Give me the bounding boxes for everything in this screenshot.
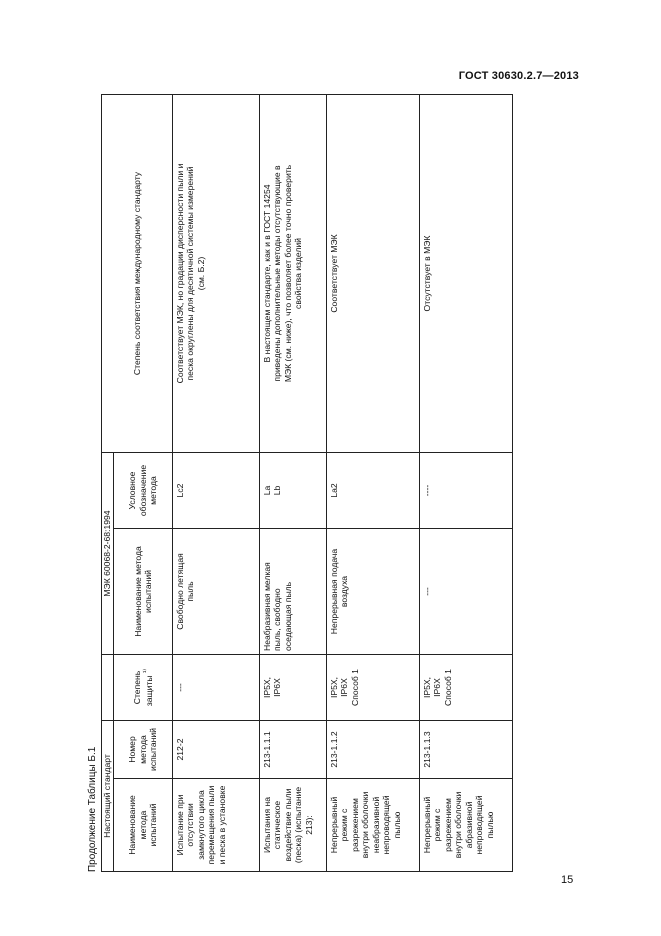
cell-iec-method-code: Lc2	[173, 453, 260, 529]
cell-method-name: Непрерывный режим с разрежением внутри оболочки абразивной непроводящей пылью	[420, 779, 513, 872]
cell-protection-degree: ---	[173, 655, 260, 721]
cell-method-name: Непрерывный режим с разрежением внутри оболочки неабразивной непроводящей пылью	[327, 779, 420, 872]
table-row	[260, 95, 327, 872]
cell-compliance: Соответствует МЭК, но градации дисперсности пыли и песка округлены для десятичной системы измерений (см. Б.2)	[173, 95, 260, 453]
cell-method-name: Испытание при отсутствии замкнутого цикла перемещения пыли и песка в установке	[173, 779, 260, 872]
header-protection-degree: Степень защиты $^{^{1)}}$	[114, 655, 173, 721]
table-caption: Продолжение Таблицы Б.1	[87, 746, 98, 872]
comparison-table	[101, 94, 513, 872]
cell-iec-method-name: Свободно летящая пыль	[173, 529, 260, 655]
cell-iec-method-name: ---	[420, 529, 513, 655]
page-number: 15	[561, 874, 574, 886]
header-iec-method-code: Условное обозначение метода	[114, 453, 173, 529]
cell-protection-degree: IP5X, IP6X	[260, 655, 327, 721]
cell-compliance: Отсутствует в МЭК	[420, 95, 513, 453]
cell-iec-method-name: Неабразивная мелкая пыль, свободно оседающая пыль	[260, 529, 327, 655]
cell-iec-method-code: ----	[420, 453, 513, 529]
cell-method-number: 213-1.1.1	[260, 721, 327, 779]
header-empty	[102, 655, 114, 721]
table-row	[173, 95, 260, 872]
cell-iec-method-name: Непрерывная подача воздуха	[327, 529, 420, 655]
cell-protection-degree: IP5X, IP6X Способ 1	[420, 655, 513, 721]
header-method-name: Наименование метода испытаний	[114, 779, 173, 872]
rotated-table-block	[87, 93, 519, 872]
document-header: ГОСТ 30630.2.7—2013	[458, 70, 579, 82]
cell-iec-method-code: La2	[327, 453, 420, 529]
table-row	[327, 95, 420, 872]
cell-method-number: 213-1.1.3	[420, 721, 513, 779]
cell-iec-method-code: La Lb	[260, 453, 327, 529]
header-national-standard: Настоящий стандарт	[102, 721, 114, 872]
cell-compliance: В настоящем стандарте, как и в ГОСТ 14254 приведены дополнительные методы отсутствующие в МЭК (см. ниже), что позволяет более точно проверить свойства изделий	[260, 95, 327, 453]
cell-method-name: Испытания на статическое воздействие пыли (песка) (испытание 213):	[260, 779, 327, 872]
cell-method-number: 212-2	[173, 721, 260, 779]
cell-protection-degree: IP5X, IP6X Способ 1	[327, 655, 420, 721]
cell-compliance: Соответствует МЭК	[327, 95, 420, 453]
table-row	[420, 95, 513, 872]
header-compliance: Степень соответствия международному стандарту	[102, 95, 173, 453]
header-iec-method-name: Наименование метода испытаний	[114, 529, 173, 655]
cell-method-number: 213-1.1.2	[327, 721, 420, 779]
header-iec-standard: МЭК 60068-2-68:1994	[102, 453, 114, 655]
header-method-number: Номер метода испытаний	[114, 721, 173, 779]
